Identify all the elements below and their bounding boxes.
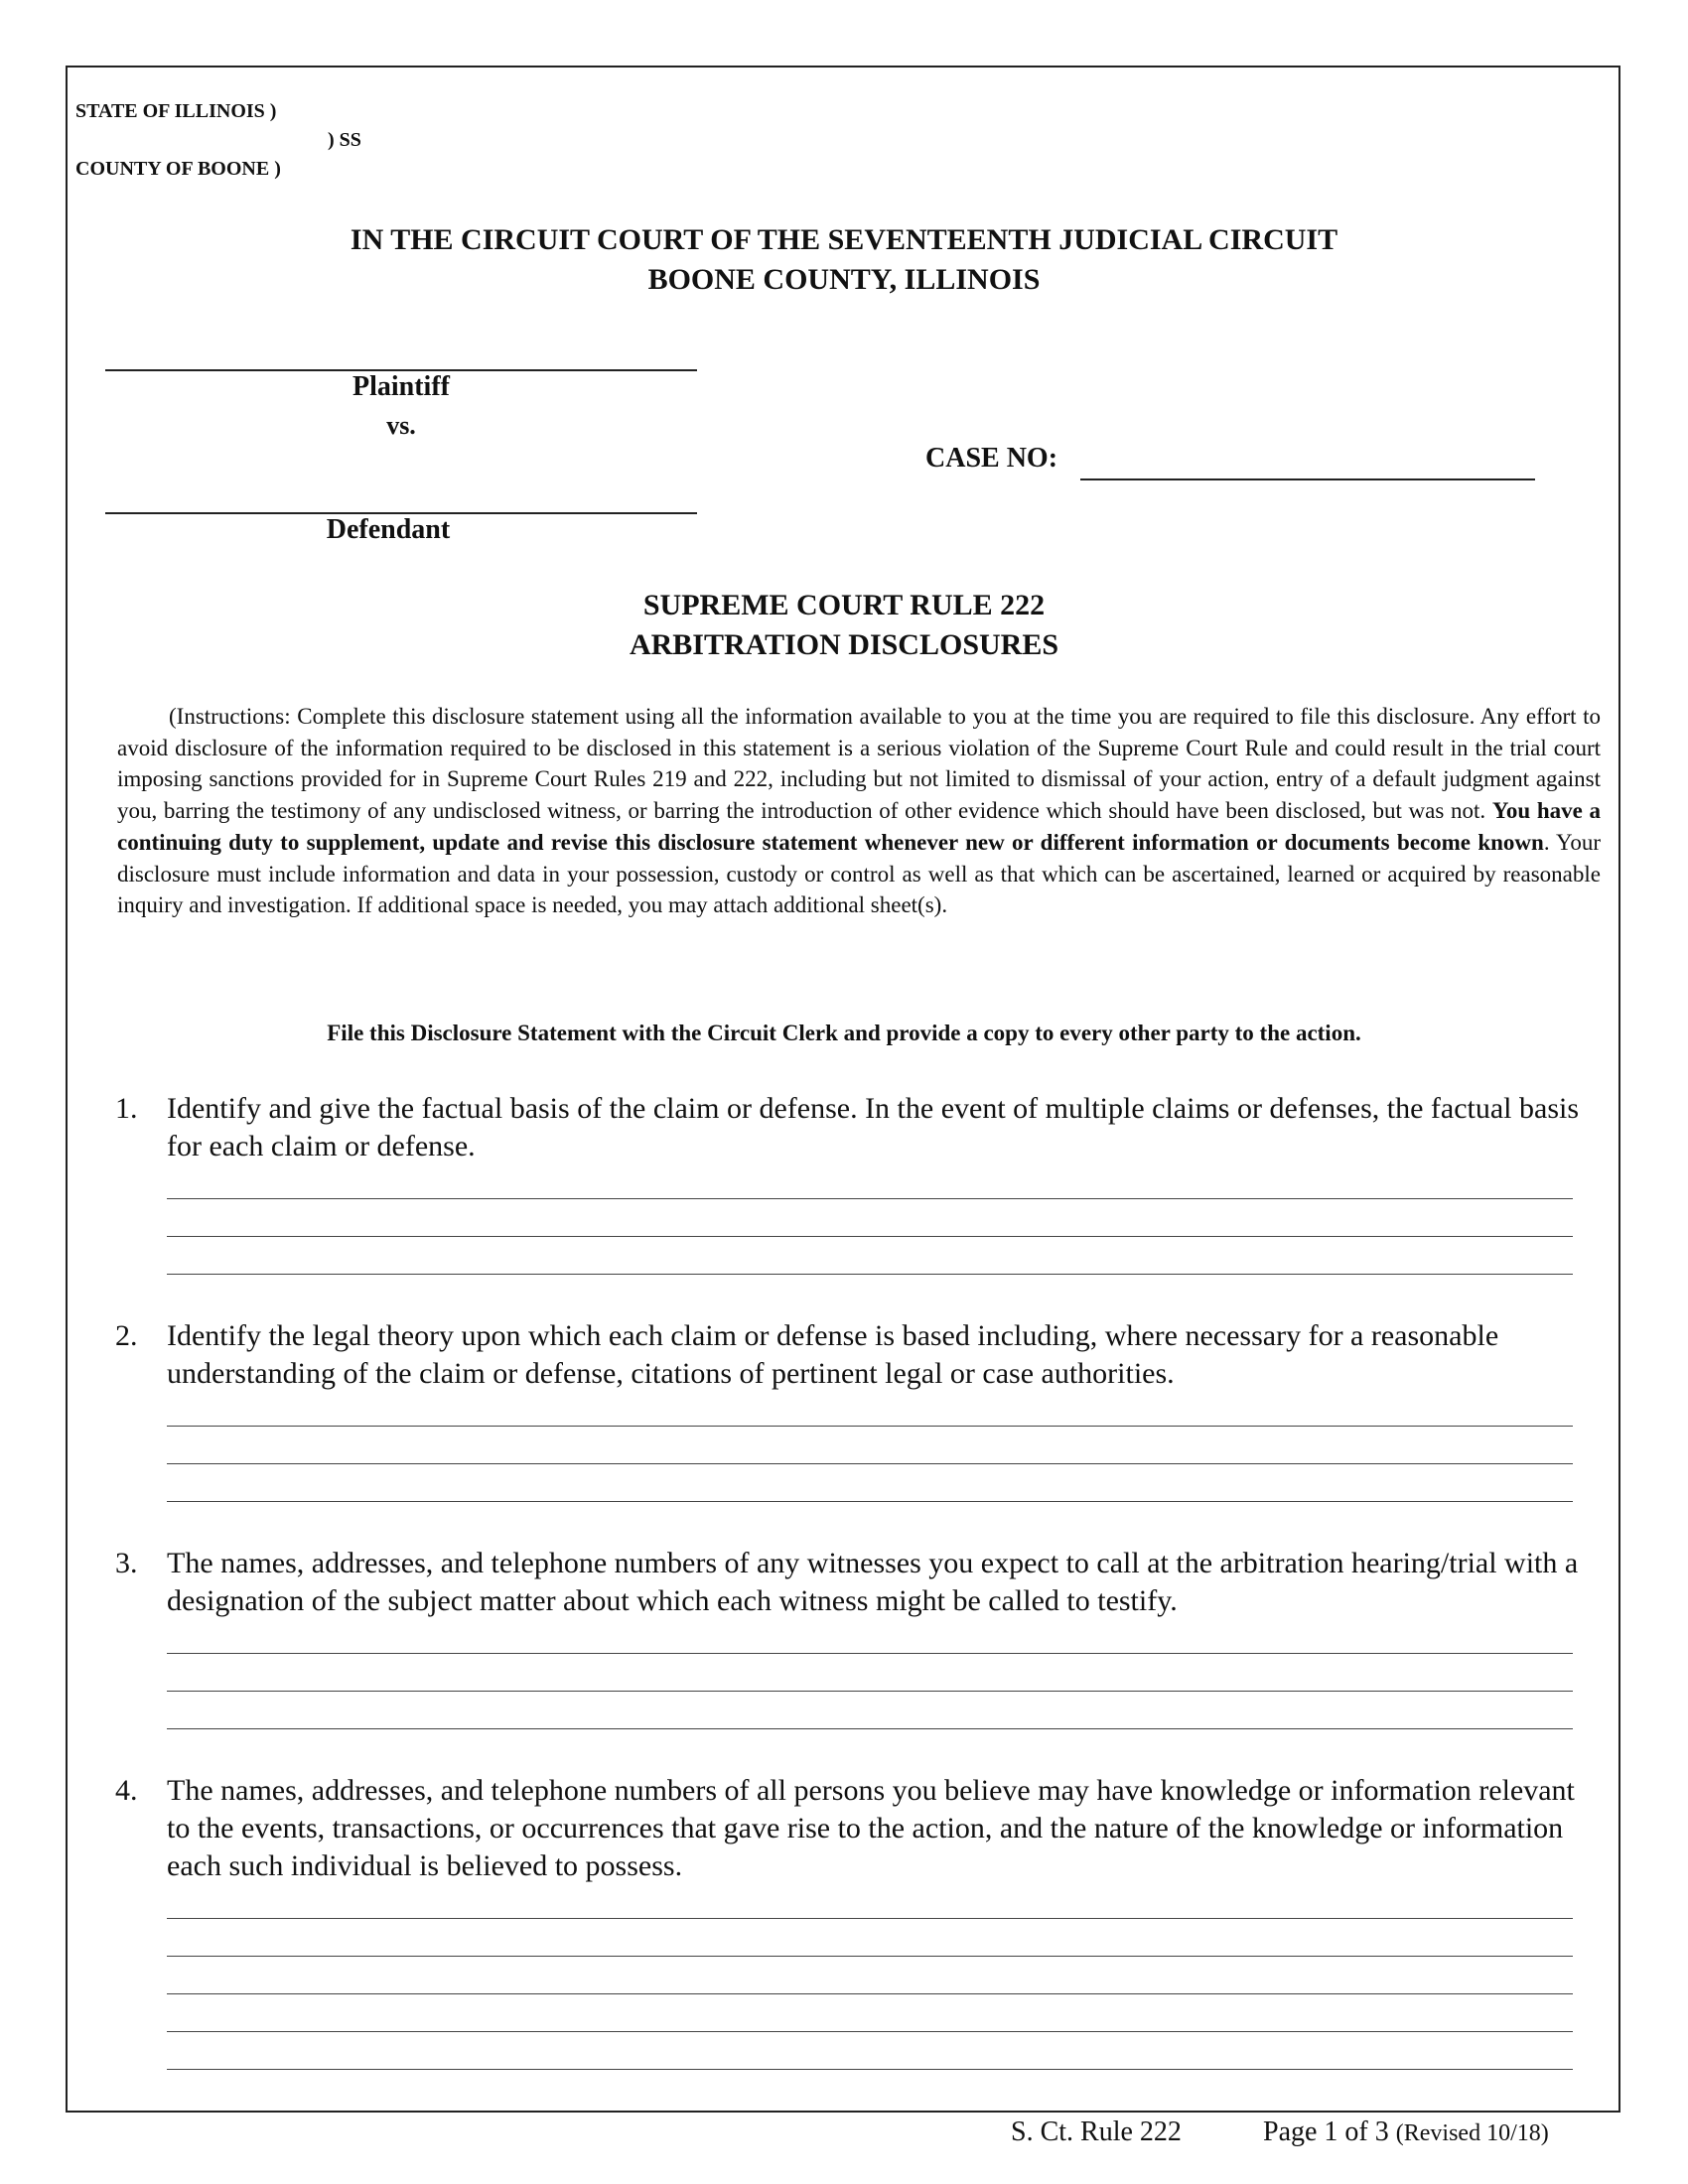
caption-state: STATE OF ILLINOIS ) [75,100,277,122]
footer-revised: (Revised 10/18) [1395,2120,1549,2146]
instructions-text-1: (Instructions: Complete this disclosure statement using all the information available to you at the time you are required to file this disclosure. Any effort to avoid disclosure of the information required to be disclosed in this statement is a serious violation of the Supreme Court Rule and could result in the trial court imposing sanctions provided for in Supreme Court Rules 219 and 222, including but not limited to dismissal of your action, entry of a default judgment against you, barring the testimony of any undisclosed witness, or barring the introduction of other evidence which should have been disclosed, but was not. [117,704,1601,824]
question-4 [115,1772,1605,1885]
court-line-2: BOONE COUNTY, ILLINOIS [647,263,1041,296]
answer-2-line[interactable] [167,1426,1573,1427]
answer-1-line[interactable] [167,1236,1573,1237]
case-no-line[interactable] [1080,478,1535,480]
answer-4-line[interactable] [167,2031,1573,2032]
question-2-number: 2. [115,1319,138,1352]
question-1-text: Identify and give the factual basis of the claim or defense. In the event of multiple claims or defenses, the factual basis for each claim or defense. [167,1092,1579,1162]
title-line-2: ARBITRATION DISCLOSURES [629,628,1059,661]
question-3 [115,1545,1605,1620]
defendant-label: Defendant [326,514,451,545]
answer-3-line[interactable] [167,1653,1573,1654]
question-4-number: 4. [115,1774,138,1807]
plaintiff-label: Plaintiff [352,371,450,402]
question-1 [115,1090,1605,1165]
court-line-1: IN THE CIRCUIT COURT OF THE SEVENTEENTH JUDICIAL CIRCUIT [350,223,1338,256]
question-1-number: 1. [115,1092,138,1125]
question-2 [115,1317,1605,1393]
footer-rule: S. Ct. Rule 222 [1011,2116,1182,2147]
caption-county: COUNTY OF BOONE ) [75,158,281,180]
answer-4-line[interactable] [167,2069,1573,2070]
question-4-text: The names, addresses, and telephone numbers of all persons you believe may have knowledge or information relevant to the events, transactions, or occurrences that gave rise to the action, and the nature of the knowledge or information each such individual is believed to possess. [167,1774,1575,1882]
case-no-label: CASE NO: [925,443,1058,474]
answer-4-line[interactable] [167,1918,1573,1919]
answer-3-line[interactable] [167,1728,1573,1729]
footer-page-info [1263,2116,1549,2148]
answer-4-line[interactable] [167,1956,1573,1957]
answer-3-line[interactable] [167,1691,1573,1692]
instructions-text-2: . Your disclosure must include information and data in your possession, custody or control as well as that which can be ascertained, learned or acquired by reasonable inquiry and investigation. If additional space is needed, you may attach additional sheet(s). [117,829,1601,918]
caption-ss: ) SS [328,129,361,151]
question-3-number: 3. [115,1547,138,1579]
question-2-text: Identify the legal theory upon which each claim or defense is based including, where necessary for a reasonable understanding of the claim or defense, citations of pertinent legal or case authorities. [167,1319,1499,1390]
answer-1-line[interactable] [167,1198,1573,1199]
file-note: File this Disclosure Statement with the Circuit Clerk and provide a copy to every other party to the action. [327,1021,1361,1045]
title-line-1: SUPREME COURT RULE 222 [642,589,1046,621]
vs-label: vs. [386,411,416,440]
answer-1-line[interactable] [167,1274,1573,1275]
question-3-text: The names, addresses, and telephone numbers of any witnesses you expect to call at the arbitration hearing/trial with a designation of the subject matter about which each witness might be called to testify. [167,1547,1579,1617]
instructions-bold: You have a continuing duty to supplement, update and revise this disclosure statement whenever new or different information or documents become known [117,798,1601,855]
footer-page: Page 1 of 3 [1263,2116,1389,2147]
answer-4-line[interactable] [167,1993,1573,1994]
answer-2-line[interactable] [167,1463,1573,1464]
instructions-paragraph [117,701,1601,921]
answer-2-line[interactable] [167,1501,1573,1502]
